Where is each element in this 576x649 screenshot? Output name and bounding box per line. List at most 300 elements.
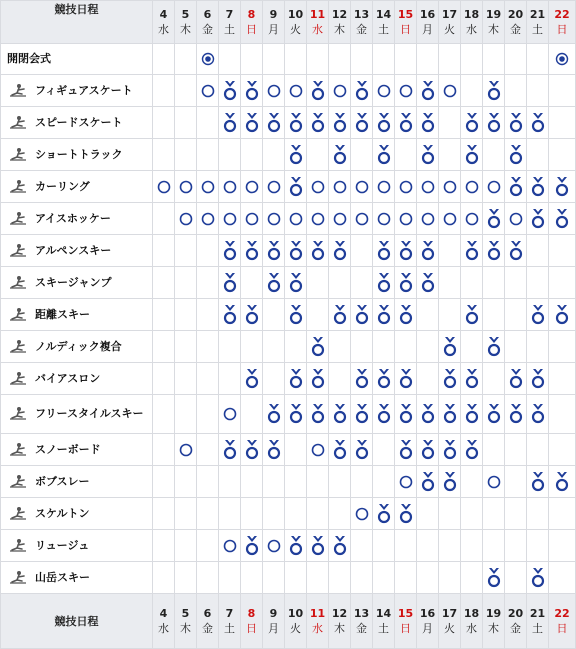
schedule-cell [175, 235, 197, 267]
schedule-cell [241, 203, 263, 235]
competition-day-icon [267, 536, 281, 556]
schedule-cell [285, 139, 307, 171]
event-label-cell [1, 363, 153, 395]
competition-day-icon [399, 472, 413, 492]
competition-day-icon [487, 177, 501, 197]
competition-day-icon [355, 504, 369, 524]
medal-event-icon [531, 369, 545, 389]
day-number: 7 [225, 8, 234, 21]
medal-event-icon [399, 404, 413, 424]
event-label[interactable]: 距離スキー [35, 307, 90, 321]
schedule-cell [417, 530, 439, 562]
schedule-cell [197, 434, 219, 466]
competition-day-icon [377, 81, 391, 101]
day-header [483, 1, 505, 44]
schedule-cell [417, 498, 439, 530]
schedule-cell [329, 139, 351, 171]
event-row [1, 139, 576, 171]
schedule-cell [417, 203, 439, 235]
ski-jumping-icon [7, 275, 29, 291]
schedule-cell [483, 562, 505, 594]
schedule-cell [549, 75, 576, 107]
competition-day-icon [355, 209, 369, 229]
schedule-cell [219, 75, 241, 107]
medal-event-icon [355, 440, 369, 460]
schedule-cell [241, 562, 263, 594]
schedule-cell [483, 530, 505, 562]
medal-event-icon [245, 305, 259, 325]
event-label-cell [1, 530, 153, 562]
schedule-cell [153, 434, 175, 466]
day-header [351, 1, 373, 44]
medal-event-icon [355, 369, 369, 389]
schedule-cell [373, 434, 395, 466]
schedule-cell [527, 267, 549, 299]
medal-event-icon [245, 81, 259, 101]
schedule-cell [307, 530, 329, 562]
medal-event-icon [311, 241, 325, 261]
competition-day-icon [333, 81, 347, 101]
schedule-cell [219, 139, 241, 171]
schedule-cell [549, 44, 576, 75]
schedule-cell [197, 75, 219, 107]
competition-day-icon [443, 81, 457, 101]
day-header [175, 594, 197, 649]
schedule-cell [153, 498, 175, 530]
schedule-cell [351, 331, 373, 363]
schedule-cell [505, 530, 527, 562]
schedule-cell [329, 267, 351, 299]
day-header [153, 1, 175, 44]
day-header [417, 1, 439, 44]
schedule-cell [219, 171, 241, 203]
schedule-cell [373, 466, 395, 498]
schedule-cell [395, 235, 417, 267]
medal-event-icon [487, 113, 501, 133]
day-number: 4 [159, 607, 168, 620]
schedule-cell [153, 562, 175, 594]
medal-event-icon [487, 404, 501, 424]
schedule-cell [549, 139, 576, 171]
day-number: 16 [419, 607, 436, 620]
schedule-cell [395, 267, 417, 299]
nordic-combined-icon [7, 339, 29, 355]
medal-event-icon [421, 113, 435, 133]
schedule-cell [285, 267, 307, 299]
schedule-cell [549, 171, 576, 203]
weekday: 水 [158, 622, 169, 635]
schedule-cell [307, 171, 329, 203]
weekday: 木 [180, 23, 191, 36]
schedule-cell [483, 331, 505, 363]
schedule-cell [175, 75, 197, 107]
curling-icon [7, 179, 29, 195]
schedule-cell [263, 530, 285, 562]
medal-event-icon [355, 404, 369, 424]
schedule-cell [417, 466, 439, 498]
event-label[interactable]: バイアスロン [35, 371, 101, 385]
schedule-cell [395, 498, 417, 530]
competition-day-icon [443, 209, 457, 229]
schedule-cell [373, 267, 395, 299]
schedule-cell [549, 363, 576, 395]
schedule-cell [417, 235, 439, 267]
schedule-cell [417, 395, 439, 434]
event-label-cell [1, 107, 153, 139]
schedule-cell [285, 363, 307, 395]
event-label-cell [1, 498, 153, 530]
competition-day-icon [223, 177, 237, 197]
schedule-cell [263, 363, 285, 395]
schedule-cell [241, 75, 263, 107]
medal-event-icon [399, 440, 413, 460]
event-label[interactable]: フィギュアスケート [35, 83, 133, 97]
schedule-cell [527, 434, 549, 466]
event-row [1, 235, 576, 267]
day-number: 4 [159, 8, 168, 21]
schedule-cell [263, 299, 285, 331]
schedule-cell [483, 203, 505, 235]
medal-event-icon [399, 305, 413, 325]
event-label[interactable]: リュージュ [35, 538, 90, 552]
schedule-cell [527, 466, 549, 498]
schedule-cell [483, 75, 505, 107]
day-header [219, 1, 241, 44]
medal-event-icon [223, 81, 237, 101]
day-number: 17 [441, 8, 458, 21]
event-label[interactable]: スノーボード [35, 442, 101, 456]
medal-event-icon [333, 440, 347, 460]
medal-event-icon [333, 536, 347, 556]
schedule-cell [549, 395, 576, 434]
medal-event-icon [289, 113, 303, 133]
schedule-cell [263, 107, 285, 139]
day-number: 8 [247, 607, 256, 620]
day-header [241, 1, 263, 44]
schedule-cell [153, 267, 175, 299]
schedule-cell [505, 44, 527, 75]
schedule-cell [285, 44, 307, 75]
schedule-cell [505, 363, 527, 395]
schedule-cell [153, 171, 175, 203]
event-label[interactable]: フリースタイルスキー [35, 407, 144, 420]
schedule-cell [197, 466, 219, 498]
medal-event-icon [377, 113, 391, 133]
schedule-cell [329, 562, 351, 594]
weekday: 金 [356, 622, 367, 635]
schedule-cell [527, 203, 549, 235]
day-number: 15 [397, 607, 414, 620]
skeleton-icon [7, 506, 29, 522]
schedule-cell [417, 107, 439, 139]
schedule-cell [549, 530, 576, 562]
event-row [1, 498, 576, 530]
medal-event-icon [465, 440, 479, 460]
medal-event-icon [245, 440, 259, 460]
ski-mountaineering-icon [7, 570, 29, 586]
competition-day-icon [223, 536, 237, 556]
medal-event-icon [377, 145, 391, 165]
schedule-cell [285, 235, 307, 267]
schedule-cell [285, 299, 307, 331]
schedule-cell [549, 498, 576, 530]
schedule-cell [549, 466, 576, 498]
day-header [197, 1, 219, 44]
schedule-cell [549, 562, 576, 594]
day-number: 22 [554, 607, 570, 620]
medal-event-icon [531, 305, 545, 325]
day-number: 8 [247, 8, 256, 21]
day-header [197, 594, 219, 649]
schedule-cell [439, 562, 461, 594]
schedule-cell [219, 395, 241, 434]
medal-event-icon [509, 177, 523, 197]
schedule-cell [175, 331, 197, 363]
day-number: 14 [375, 607, 392, 620]
medal-event-icon [421, 472, 435, 492]
medal-event-icon [223, 440, 237, 460]
schedule-cell [307, 299, 329, 331]
competition-day-icon [201, 177, 215, 197]
schedule-cell [351, 363, 373, 395]
competition-day-icon [223, 404, 237, 424]
medal-event-icon [465, 145, 479, 165]
schedule-cell [373, 203, 395, 235]
schedule-cell [373, 107, 395, 139]
schedule-cell [197, 235, 219, 267]
schedule-cell [483, 171, 505, 203]
event-label[interactable]: スケルトン [35, 506, 90, 520]
medal-event-icon [399, 369, 413, 389]
weekday: 水 [158, 23, 169, 36]
event-label[interactable]: アイスホッケー [35, 211, 111, 225]
schedule-cell [197, 530, 219, 562]
event-label[interactable]: スピードスケート [35, 115, 123, 129]
day-number: 9 [269, 8, 278, 21]
day-header [241, 594, 263, 649]
schedule-cell [153, 331, 175, 363]
schedule-cell [197, 203, 219, 235]
schedule-cell [263, 235, 285, 267]
schedule-cell [329, 434, 351, 466]
schedule-cell [483, 267, 505, 299]
event-row [1, 171, 576, 203]
schedule-cell [197, 139, 219, 171]
freestyle-skiing-icon [7, 406, 29, 422]
schedule-cell [241, 107, 263, 139]
schedule-cell [461, 331, 483, 363]
schedule-cell [439, 44, 461, 75]
speed-skating-icon [7, 115, 29, 131]
schedule-cell [373, 75, 395, 107]
schedule-cell [329, 299, 351, 331]
schedule-cell [241, 498, 263, 530]
schedule-cell [285, 498, 307, 530]
schedule-cell [285, 395, 307, 434]
schedule-cell [439, 75, 461, 107]
competition-day-icon [377, 177, 391, 197]
schedule-cell [153, 107, 175, 139]
day-number: 5 [181, 607, 190, 620]
footer-header-label: 競技日程 [1, 594, 153, 649]
short-track-icon [7, 147, 29, 163]
competition-day-icon [399, 177, 413, 197]
schedule-cell [351, 562, 373, 594]
schedule-cell [307, 331, 329, 363]
weekday: 木 [488, 622, 499, 635]
competition-day-icon [179, 440, 193, 460]
medal-event-icon [465, 241, 479, 261]
schedule-cell [527, 363, 549, 395]
medal-event-icon [223, 305, 237, 325]
medal-event-icon [421, 440, 435, 460]
schedule-cell [241, 434, 263, 466]
schedule-cell [373, 235, 395, 267]
schedule-cell [527, 299, 549, 331]
event-label-cell [1, 235, 153, 267]
schedule-cell [175, 203, 197, 235]
day-header [439, 594, 461, 649]
schedule-cell [395, 171, 417, 203]
schedule-cell [241, 530, 263, 562]
event-label[interactable]: ボブスレー [35, 474, 90, 488]
weekday: 火 [444, 622, 455, 635]
schedule-cell [483, 107, 505, 139]
medal-event-icon [531, 568, 545, 588]
medal-event-icon [267, 273, 281, 293]
event-row [1, 267, 576, 299]
weekday: 木 [334, 622, 345, 635]
schedule-cell [395, 466, 417, 498]
schedule-cell [197, 395, 219, 434]
weekday: 金 [202, 622, 213, 635]
medal-event-icon [399, 113, 413, 133]
medal-event-icon [509, 369, 523, 389]
schedule-cell [175, 466, 197, 498]
schedule-cell [505, 299, 527, 331]
schedule-cell [153, 363, 175, 395]
competition-day-icon [399, 81, 413, 101]
event-row [1, 75, 576, 107]
event-label[interactable]: スキージャンプ [35, 275, 112, 289]
medal-event-icon [555, 305, 569, 325]
day-number: 12 [331, 607, 348, 620]
day-number: 18 [463, 8, 480, 21]
schedule-cell [461, 235, 483, 267]
weekday: 月 [422, 23, 433, 36]
event-row [1, 363, 576, 395]
medal-event-icon [421, 404, 435, 424]
schedule-cell [483, 498, 505, 530]
schedule-cell [285, 562, 307, 594]
schedule-cell [505, 498, 527, 530]
schedule-cell [505, 395, 527, 434]
medal-event-icon [311, 113, 325, 133]
weekday: 金 [202, 23, 213, 36]
schedule-cell [197, 299, 219, 331]
schedule-cell [219, 562, 241, 594]
schedule-cell [439, 466, 461, 498]
competition-day-icon [289, 209, 303, 229]
schedule-cell [549, 434, 576, 466]
day-header [153, 594, 175, 649]
event-label-cell [1, 267, 153, 299]
schedule-cell [197, 331, 219, 363]
schedule-cell [197, 562, 219, 594]
event-label[interactable]: 山岳スキー [35, 570, 90, 584]
event-label[interactable]: ノルディック複合 [35, 339, 122, 353]
schedule-cell [461, 299, 483, 331]
medal-event-icon [289, 241, 303, 261]
day-header [329, 1, 351, 44]
schedule-cell [461, 44, 483, 75]
schedule-cell [461, 171, 483, 203]
event-label[interactable]: 開閉会式 [7, 52, 51, 65]
schedule-cell [461, 434, 483, 466]
day-number: 22 [554, 8, 570, 21]
schedule-cell [395, 331, 417, 363]
day-header [505, 1, 527, 44]
schedule-cell [395, 395, 417, 434]
medal-event-icon [487, 209, 501, 229]
medal-event-icon [421, 273, 435, 293]
schedule-cell [549, 331, 576, 363]
cross-country-icon [7, 307, 29, 323]
day-header [307, 1, 329, 44]
competition-day-icon [311, 209, 325, 229]
day-number: 11 [309, 607, 326, 620]
day-number: 20 [507, 8, 524, 21]
medal-event-icon [399, 241, 413, 261]
day-number: 10 [287, 607, 304, 620]
medal-event-icon [245, 113, 259, 133]
schedule-cell [329, 498, 351, 530]
schedule-cell [461, 466, 483, 498]
schedule-cell [527, 75, 549, 107]
schedule-cell [417, 44, 439, 75]
event-label[interactable]: カーリング [35, 179, 90, 193]
schedule-cell [263, 434, 285, 466]
event-label[interactable]: ショートトラック [35, 147, 123, 161]
day-header [527, 1, 549, 44]
event-label[interactable]: アルペンスキー [35, 243, 112, 257]
schedule-cell [439, 331, 461, 363]
schedule-cell [175, 139, 197, 171]
snowboard-icon [7, 442, 29, 458]
medal-event-icon [267, 404, 281, 424]
schedule-cell [351, 203, 373, 235]
schedule-cell [527, 171, 549, 203]
schedule-cell [373, 331, 395, 363]
schedule-cell [263, 562, 285, 594]
schedule-cell [461, 395, 483, 434]
competition-day-icon [179, 209, 193, 229]
schedule-cell [373, 395, 395, 434]
event-label-cell [1, 44, 153, 75]
schedule-cell [307, 363, 329, 395]
schedule-cell [527, 139, 549, 171]
schedule-cell [219, 498, 241, 530]
schedule-cell [153, 235, 175, 267]
schedule-cell [219, 44, 241, 75]
alpine-skiing-icon [7, 243, 29, 259]
competition-day-icon [421, 177, 435, 197]
schedule-cell [307, 466, 329, 498]
schedule-cell [505, 466, 527, 498]
event-label-cell [1, 331, 153, 363]
day-number: 14 [375, 8, 392, 21]
day-number: 11 [309, 8, 326, 21]
